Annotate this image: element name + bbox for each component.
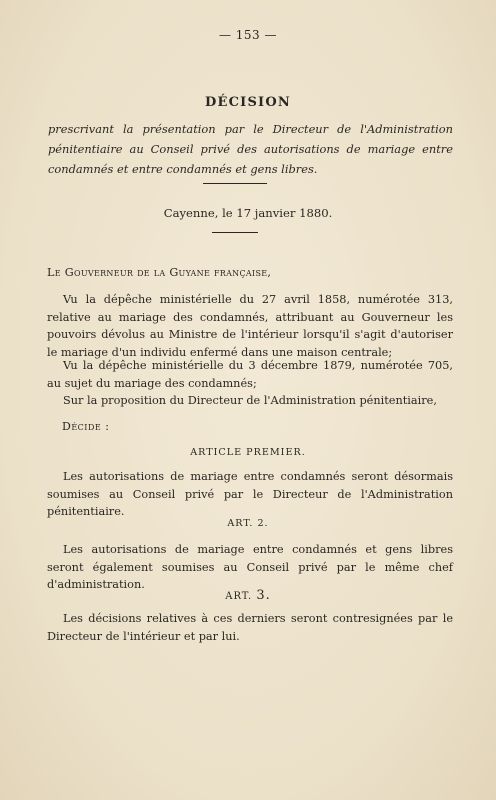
article-paragraph xyxy=(47,610,453,645)
article-text: Les autorisations de mariage entre condamnés seront désormais soumises au Conseil privé par le Directeur de l'Administration pénitentiaire. xyxy=(47,470,453,518)
considerant-paragraph xyxy=(47,392,453,410)
considerant-paragraph xyxy=(47,357,453,392)
divider-rule xyxy=(212,232,258,233)
considerant-paragraph xyxy=(47,291,453,361)
article-heading: ARTICLE PREMIER. xyxy=(190,447,306,458)
considerant-text: Vu la dépêche ministérielle du 27 avril 1858, numérotée 313, relative au mariage des condamnés, attribuant au Gouverneur les pouvoirs dévolus au Ministre de l'intérieur lorsqu'il s'agit d'autoriser le mariage d'un individu enfermé dans une maison centrale; xyxy=(47,293,453,359)
article-heading-prefix: ART. xyxy=(225,591,253,602)
article-heading-number: 3. xyxy=(256,588,271,603)
article-text: Les décisions relatives à ces derniers seront contresignées par le Directeur de l'intérieur et par lui. xyxy=(47,612,453,643)
page-number: — 153 — xyxy=(218,28,278,42)
considerant-text: Sur la proposition du Directeur de l'Administration pénitentiaire, xyxy=(63,394,437,407)
document-subtitle: prescrivant la présentation par le Directeur de l'Administration pénitentiaire au Conseil privé des autorisations de mariage entre condamnés et entre condamnés et gens libres. xyxy=(48,122,453,176)
governor-heading: Le Gouverneur de la Guyane française, xyxy=(47,266,272,279)
article-heading: ART. 2. xyxy=(227,518,269,529)
divider-rule xyxy=(203,183,267,184)
decide-heading: Décide : xyxy=(62,420,110,433)
article-text: Les autorisations de mariage entre condamnés et gens libres seront également soumises au Conseil privé par le même chef d'administration. xyxy=(47,543,453,591)
dateline: Cayenne, le 17 janvier 1880. xyxy=(163,206,333,220)
document-title: DÉCISION xyxy=(205,95,291,110)
article-paragraph xyxy=(47,541,453,594)
article-heading xyxy=(0,588,496,603)
article-paragraph xyxy=(47,468,453,521)
considerant-text: Vu la dépêche ministérielle du 3 décembre 1879, numérotée 705, au sujet du mariage des condamnés; xyxy=(47,359,453,390)
